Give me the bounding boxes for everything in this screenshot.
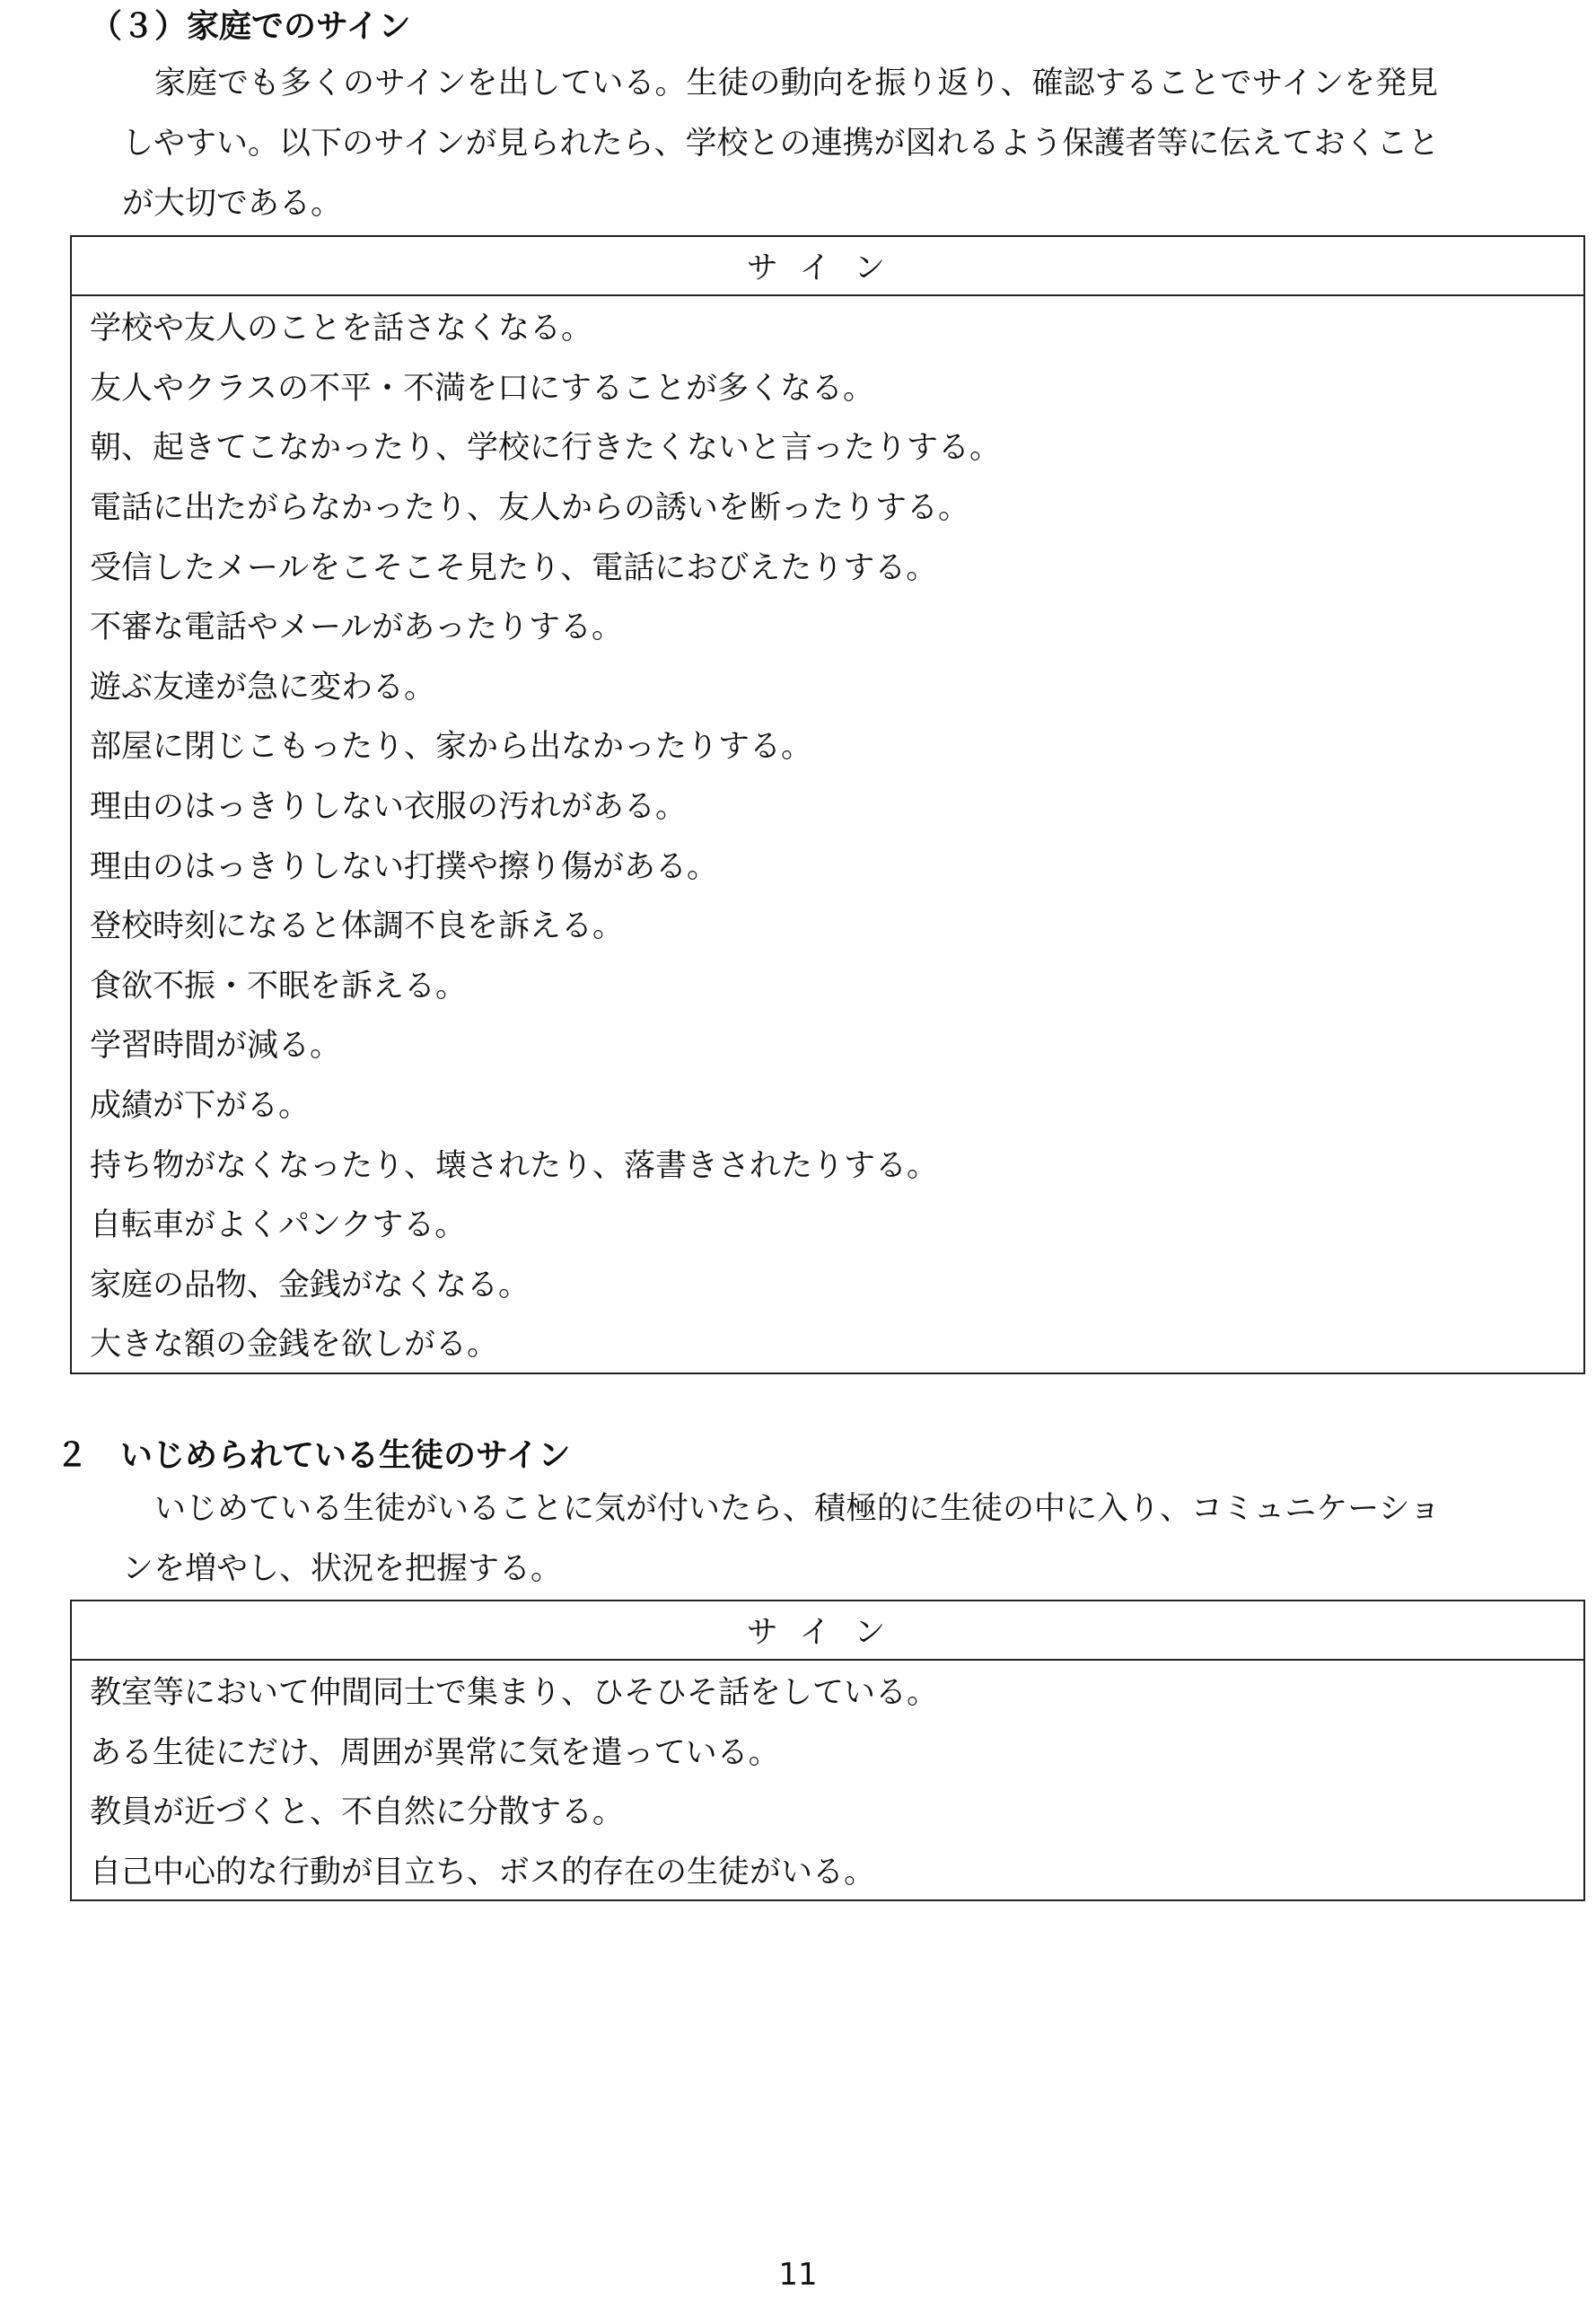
table-row: 教員が近づくと、不自然に分散する。 xyxy=(90,1794,625,1831)
paragraph-line: しやすい。以下のサインが見られたら、学校との連携が図れるよう保護者等に伝えておくこと xyxy=(122,126,1440,162)
section-3-paragraph xyxy=(122,54,1440,234)
table-row: 遊ぶ友達が急に変わる。 xyxy=(90,669,436,706)
paragraph-line: いじめている生徒がいることに気が付いたら、積極的に生徒の中に入り、コミュニケーショ xyxy=(154,1491,1441,1527)
paragraph-line: が大切である。 xyxy=(122,186,343,222)
table-row: 受信したメールをこそこそ見たり、電話におびえたりする。 xyxy=(90,549,938,586)
table-row: 自己中心的な行動が目立ち、ボス的存在の生徒がいる。 xyxy=(90,1855,876,1891)
table-row: 家庭の品物、金銭がなくなる。 xyxy=(90,1267,531,1303)
table-header: サイン xyxy=(71,1601,1584,1660)
table-row: 部屋に閉じこもったり、家から出なかったりする。 xyxy=(90,729,813,766)
section-2-heading: ２ いじめられている生徒のサイン xyxy=(56,1437,571,1474)
table-row: 成績が下がる。 xyxy=(90,1088,311,1125)
table-row: 食欲不振・不眠を訴える。 xyxy=(90,968,468,1004)
section-2-paragraph xyxy=(122,1479,1441,1600)
paragraph-line: ンを増やし、状況を把握する。 xyxy=(122,1551,563,1587)
table-row: 理由のはっきりしない衣服の汚れがある。 xyxy=(90,789,688,826)
table-row: 理由のはっきりしない打撲や擦り傷がある。 xyxy=(90,848,719,885)
table-row: 大きな額の金銭を欲しがる。 xyxy=(90,1327,499,1364)
paragraph-line: 家庭でも多くのサインを出している。生徒の動向を振り返り、確認することでサインを発見 xyxy=(154,66,1439,101)
section-3-heading: （３）家庭でのサイン xyxy=(90,8,411,45)
table-row: 持ち物がなくなったり、壊されたり、落書きされたりする。 xyxy=(90,1147,939,1184)
table-row: 電話に出たがらなかったり、友人からの誘いを断ったりする。 xyxy=(90,490,970,527)
table-row: 教室等において仲間同士で集まり、ひそひそ話をしている。 xyxy=(90,1675,939,1712)
table-row: ある生徒にだけ、周囲が異常に気を遣っている。 xyxy=(90,1734,780,1771)
table-row: 自転車がよくパンクする。 xyxy=(90,1207,467,1244)
table-row: 登校時刻になると体調不良を訴える。 xyxy=(90,908,625,945)
table-row: 朝、起きてこなかったり、学校に行きたくないと言ったりする。 xyxy=(90,430,1002,467)
page-number: 11 xyxy=(778,2257,818,2293)
table-header: サイン xyxy=(71,236,1584,295)
table-row: 不審な電話やメールがあったりする。 xyxy=(90,610,623,646)
bullied-signs-table xyxy=(70,1600,1585,1901)
table-row: 友人やクラスの不平・不満を口にすることが多くなる。 xyxy=(90,370,874,407)
table-row: 学校や友人のことを話さなくなる。 xyxy=(90,311,593,347)
home-signs-table xyxy=(70,235,1585,1374)
table-row: 学習時間が減る。 xyxy=(90,1028,342,1065)
